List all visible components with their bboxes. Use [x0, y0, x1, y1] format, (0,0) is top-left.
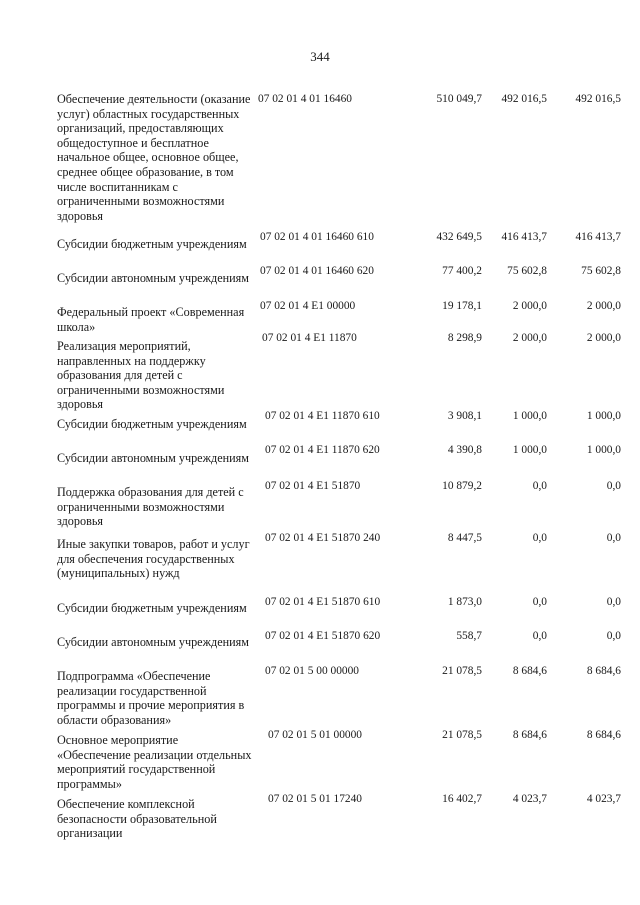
row-value-1: 8 298,9	[447, 332, 482, 344]
table-row	[0, 663, 640, 727]
row-value-1: 21 078,5	[442, 729, 482, 741]
row-value-2: 1 000,0	[512, 444, 547, 456]
row-code: 07 02 01 5 00 00000	[265, 665, 359, 677]
row-code: 07 02 01 5 01 00000	[268, 729, 362, 741]
page-number: 344	[310, 49, 330, 64]
row-value-2: 0,0	[532, 532, 547, 544]
row-code: 07 02 01 4 01 16460 610	[260, 231, 374, 243]
row-value-2: 4 023,7	[512, 793, 547, 805]
row-value-2: 1 000,0	[512, 410, 547, 422]
row-value-3: 4 023,7	[586, 793, 621, 805]
row-value-1: 432 649,5	[436, 231, 482, 243]
row-value-2: 8 684,6	[512, 665, 547, 677]
row-value-3: 492 016,5	[575, 93, 621, 105]
row-name: Субсидии автономным учреждениям	[57, 271, 249, 285]
row-code: 07 02 01 4 E1 51870	[265, 480, 361, 492]
row-value-3: 0,0	[606, 596, 621, 608]
row-name: Поддержка образования для детей с ограниченными возможностями здоровья	[57, 485, 244, 529]
row-name: Субсидии бюджетным учреждениям	[57, 601, 247, 615]
table-row	[0, 333, 640, 411]
row-code: 07 02 01 5 01 17240	[268, 793, 362, 805]
row-value-2: 492 016,5	[501, 93, 547, 105]
row-code: 07 02 01 4 E1 11870 620	[265, 444, 380, 456]
row-value-1: 510 049,7	[436, 93, 482, 105]
row-name: Основное мероприятие «Обеспечение реализации отдельных мероприятий государственной программы»	[57, 733, 252, 791]
row-value-3: 8 684,6	[586, 665, 621, 677]
row-value-3: 1 000,0	[586, 444, 621, 456]
row-value-1: 19 178,1	[442, 300, 482, 312]
row-code: 07 02 01 4 E1 11870 610	[265, 410, 380, 422]
row-name: Субсидии бюджетным учреждениям	[57, 237, 247, 251]
row-value-3: 2 000,0	[586, 300, 621, 312]
table-row	[0, 86, 640, 231]
table-row	[0, 265, 640, 299]
table-row	[0, 791, 640, 851]
row-value-1: 3 908,1	[447, 410, 482, 422]
row-name: Субсидии автономным учреждениям	[57, 451, 249, 465]
row-code: 07 02 01 4 E1 51870 620	[265, 630, 381, 642]
row-code: 07 02 01 4 E1 11870	[262, 332, 357, 344]
row-value-3: 1 000,0	[586, 410, 621, 422]
row-name: Субсидии автономным учреждениям	[57, 635, 249, 649]
row-value-1: 8 447,5	[447, 532, 482, 544]
row-name: Субсидии бюджетным учреждениям	[57, 417, 247, 431]
row-name: Обеспечение деятельности (оказание услуг) областных государственных организаций, предоставляющих общедоступное и бесплатное начальное общее, основное общее, среднее общее образование, в том числе воспитанникам с ограниченными возможностями здоровья	[57, 92, 251, 223]
row-value-3: 8 684,6	[586, 729, 621, 741]
budget-table	[0, 86, 640, 851]
row-value-1: 558,7	[456, 630, 482, 642]
row-value-1: 21 078,5	[442, 665, 482, 677]
row-name: Подпрограмма «Обеспечение реализации государственной программы и прочие мероприятия в области образования»	[57, 669, 245, 727]
table-row	[0, 411, 640, 445]
row-value-3: 2 000,0	[586, 332, 621, 344]
table-row	[0, 231, 640, 265]
row-value-3: 75 602,8	[581, 265, 621, 277]
table-row	[0, 479, 640, 531]
table-row	[0, 299, 640, 333]
table-row	[0, 727, 640, 791]
row-value-3: 416 413,7	[575, 231, 621, 243]
table-row	[0, 629, 640, 663]
row-value-1: 77 400,2	[442, 265, 482, 277]
table-row	[0, 531, 640, 595]
table-row	[0, 445, 640, 479]
row-value-1: 4 390,8	[447, 444, 482, 456]
row-value-3: 0,0	[606, 480, 621, 492]
row-value-2: 8 684,6	[512, 729, 547, 741]
row-value-2: 0,0	[532, 480, 547, 492]
row-value-3: 0,0	[606, 630, 621, 642]
row-name: Обеспечение комплексной безопасности образовательной организации	[57, 797, 217, 841]
row-code: 07 02 01 4 01 16460	[258, 93, 352, 105]
row-value-1: 16 402,7	[442, 793, 482, 805]
row-value-1: 10 879,2	[442, 480, 482, 492]
row-name: Реализация мероприятий, направленных на поддержку образования для детей с ограниченными возможностями здоровья	[57, 339, 225, 412]
row-name: Федеральный проект «Современная школа»	[57, 305, 245, 334]
row-code: 07 02 01 4 E1 00000	[260, 300, 356, 312]
row-name: Иные закупки товаров, работ и услуг для обеспечения государственных (муниципальных) нужд	[57, 537, 250, 581]
row-value-2: 2 000,0	[512, 332, 547, 344]
row-value-2: 75 602,8	[507, 265, 547, 277]
row-value-2: 0,0	[532, 630, 547, 642]
table-row	[0, 595, 640, 629]
row-value-2: 2 000,0	[512, 300, 547, 312]
row-code: 07 02 01 4 E1 51870 240	[265, 532, 381, 544]
row-value-1: 1 873,0	[447, 596, 482, 608]
row-value-3: 0,0	[606, 532, 621, 544]
row-value-2: 0,0	[532, 596, 547, 608]
row-code: 07 02 01 4 01 16460 620	[260, 265, 374, 277]
row-code: 07 02 01 4 E1 51870 610	[265, 596, 381, 608]
row-value-2: 416 413,7	[501, 231, 547, 243]
